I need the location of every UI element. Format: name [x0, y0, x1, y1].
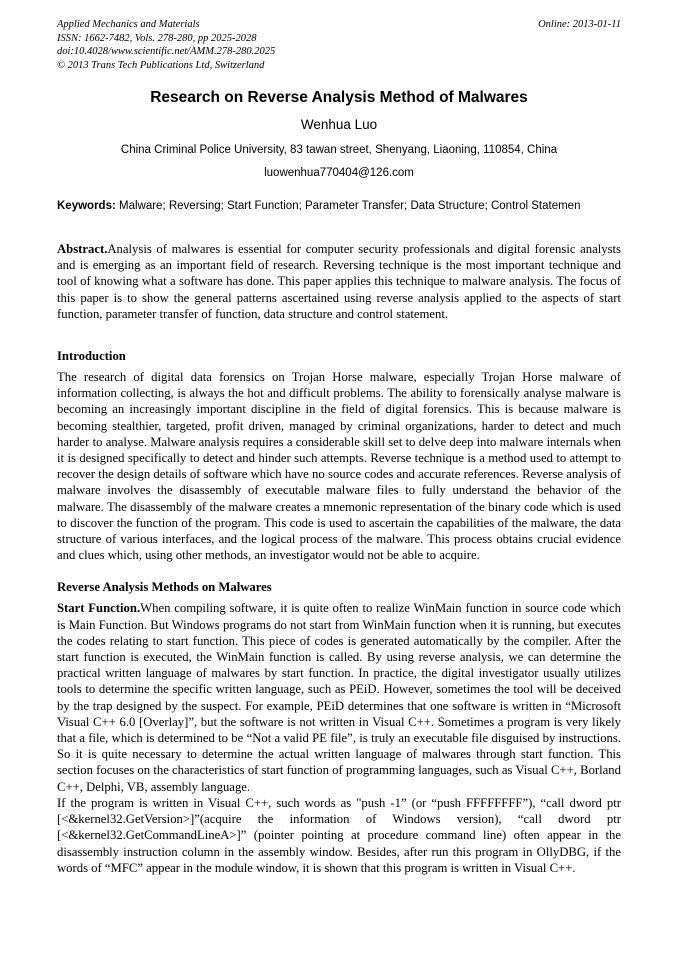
- journal-info: [57, 18, 275, 72]
- online-date: Online: 2013-01-11: [538, 19, 621, 30]
- abstract: [57, 241, 621, 322]
- abstract-label: Abstract.: [57, 242, 108, 256]
- keywords-line: [57, 199, 621, 214]
- section-heading-introduction: Introduction: [57, 349, 126, 364]
- section-heading-methods: Reverse Analysis Methods on Malwares: [57, 580, 272, 595]
- abstract-text: Analysis of malwares is essential for computer security professionals and digital forensic analysts and is emerging as an important field of research. Reversing technique is the most important technique and tool of knowing what a software has done. This paper applies this technique to malware analysis. The focus of this paper is to show the general patterns ascertained using reverse analysis applied to the aspects of start function, parameter transfer of function, data structure and control statement.: [57, 242, 621, 321]
- introduction-paragraph: The research of digital data forensics on Trojan Horse malware, especially Trojan Horse malware of information collecting, is always the hot and difficult problems. The ability to forensically analyse malware is becoming an increasingly important discipline in the field of digital forensics. This is because malware is becoming stealthier, targeted, profit driven, managed by criminal organizations, harder to detect and much harder to analyse. Malware analysis requires a considerable skill set to delve deep into malware internals when it is designed specifically to detect and hinder such attempts. Reverse technique is a method used to attempt to recover the design details of software which have no source codes and accurate references. Reverse analysis of malware involves the disassembly of executable malware files to fully understand the behavior of the malware. The disassembly of the malware creates a mnemonic representation of the binary code which is used to discover the function of the program. This code is used to ascertain the capabilities of the malware, the data structure of various interfaces, and the logical process of the malware. This process obtains crucial evidence and clues which, using other methods, an investigator would not be able to acquire.: [57, 370, 621, 563]
- author-name: Wenhua Luo: [300, 117, 378, 132]
- paper-title: Research on Reverse Analysis Method of Malwares: [150, 89, 528, 106]
- journal-name: Applied Mechanics and Materials: [57, 19, 200, 30]
- start-function-text: When compiling software, it is quite often to realize WinMain function in source code which is Main Function. But Windows programs do not start from WinMain function when it is running, but executes the codes relating to start function. This piece of codes is generated automatically by the compiler. After the start function is executed, the WinMain function is called. By using reverse analysis, we can determine the practical written language of malwares by start function. In practice, the digital investigator usually utilizes tools to determine the specific written language, such as PEiD. However, sometimes the tool will be deceived by the trap designed by the suspect. For example, PEiD determines that one software is written in “Microsoft Visual C++ 6.0 [Overlay]”, but the software is not written in Visual C++. Sometimes a program is very likely that a file, which is determined to be “Not a valid PE file”, is truly an executable file disguised by instructions. So it is quite necessary to determine the actual written language of malwares through start function. This section focuses on the characteristics of start function of programming languages, such as Visual C++, Borland C++, Delphi, VB, assembly language.: [57, 601, 621, 794]
- page-header: [57, 18, 621, 72]
- issn-line: ISSN: 1662-7482, Vols. 278-280, pp 2025-2028: [57, 32, 257, 44]
- keywords-label: Keywords:: [57, 200, 116, 212]
- doi-line: doi:10.4028/www.scientific.net/AMM.278-280.2025: [57, 46, 276, 57]
- start-function-paragraph: [57, 600, 621, 794]
- keywords-text: Malware; Reversing; Start Function; Parameter Transfer; Data Structure; Control Statemen: [119, 200, 581, 212]
- visual-cpp-paragraph: If the program is written in Visual C++, such words as "push -1” (or “push FFFFFFFF”), “call dword ptr [<&kernel32.GetVersion>]”(acquire the information of Windows version), “call dword ptr [<&kernel32.GetCommandLineA>]” (pointer pointing at procedure command line) often appear in the disassembly instruction column in the assembly window. Besides, after run this program in OllyDBG, if the words of “MFC” appear in the module window, it is shown that this program is written in Visual C++.: [57, 795, 621, 875]
- copyright-line: © 2013 Trans Tech Publications Ltd, Switzerland: [57, 59, 265, 71]
- email: luowenhua770404@126.com: [264, 167, 414, 179]
- start-function-label: Start Function.: [57, 601, 141, 616]
- affiliation: China Criminal Police University, 83 tawan street, Shenyang, Liaoning, 110854, China: [120, 144, 558, 156]
